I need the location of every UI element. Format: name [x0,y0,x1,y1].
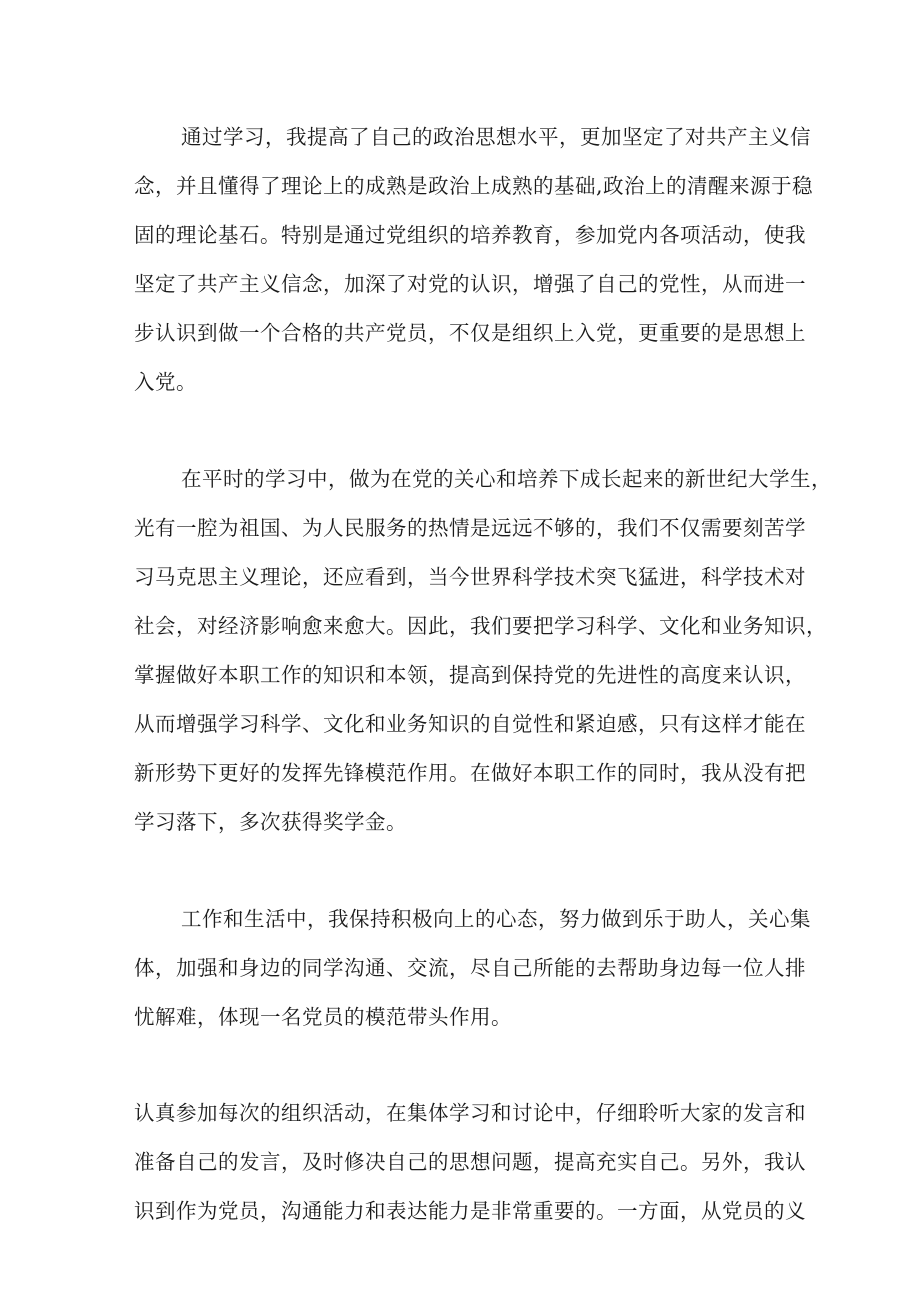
text-line: 工作和生活中，我保持积极向上的心态，努力做到乐于助人，关心集 [181,907,811,931]
text-line: 准备自己的发言，及时修决自己的思想问题，提高充实自己。另外，我认 [134,1150,806,1174]
text-line: 步认识到做一个合格的共产党员，不仅是组织上入党，更重要的是思想上 [134,321,806,345]
text-line: 习马克思主义理论，还应看到，当今世界科学技术突飞猛进，科学技术对 [134,565,806,589]
text-line: 社会，对经济影响愈来愈大。因此，我们要把学习科学、文化和业务知识， [134,614,827,638]
text-line: 念，并且懂得了理论上的成熟是政治上成熟的基础,政治上的清醒来源于稳 [134,174,814,198]
text-line: 通过学习，我提高了自己的政治思想水平，更加坚定了对共产主义信 [181,125,811,149]
text-line: 从而增强学习科学、文化和业务知识的自觉性和紧迫感，只有这样才能在 [134,712,806,736]
text-line: 坚定了共产主义信念，加深了对党的认识，增强了自己的党性，从而进一 [134,272,806,296]
text-line: 固的理论基石。特别是通过党组织的培养教育，参加党内各项活动，使我 [134,223,806,247]
text-line: 光有一腔为祖国、为人民服务的热情是远远不够的，我们不仅需要刻苦学 [134,516,806,540]
text-line: 体，加强和身边的同学沟通、交流，尽自己所能的去帮助身边每一位人排 [134,956,806,980]
text-line: 掌握做好本职工作的知识和本领，提高到保持党的先进性的高度来认识， [134,663,806,687]
text-line: 忧解难，体现一名党员的模范带头作用。 [134,1005,512,1029]
text-line: 认真参加每次的组织活动，在集体学习和讨论中，仔细聆听大家的发言和 [134,1101,806,1125]
text-line: 识到作为党员，沟通能力和表达能力是非常重要的。一方面，从党员的义 [134,1199,806,1223]
text-line: 学习落下，多次获得奖学金。 [134,810,407,834]
text-line: 入党。 [134,370,197,394]
text-line: 新形势下更好的发挥先锋模范作用。在做好本职工作的同时，我从没有把 [134,761,806,785]
text-line: 在平时的学习中，做为在党的关心和培养下成长起来的新世纪大学生， [181,467,832,491]
